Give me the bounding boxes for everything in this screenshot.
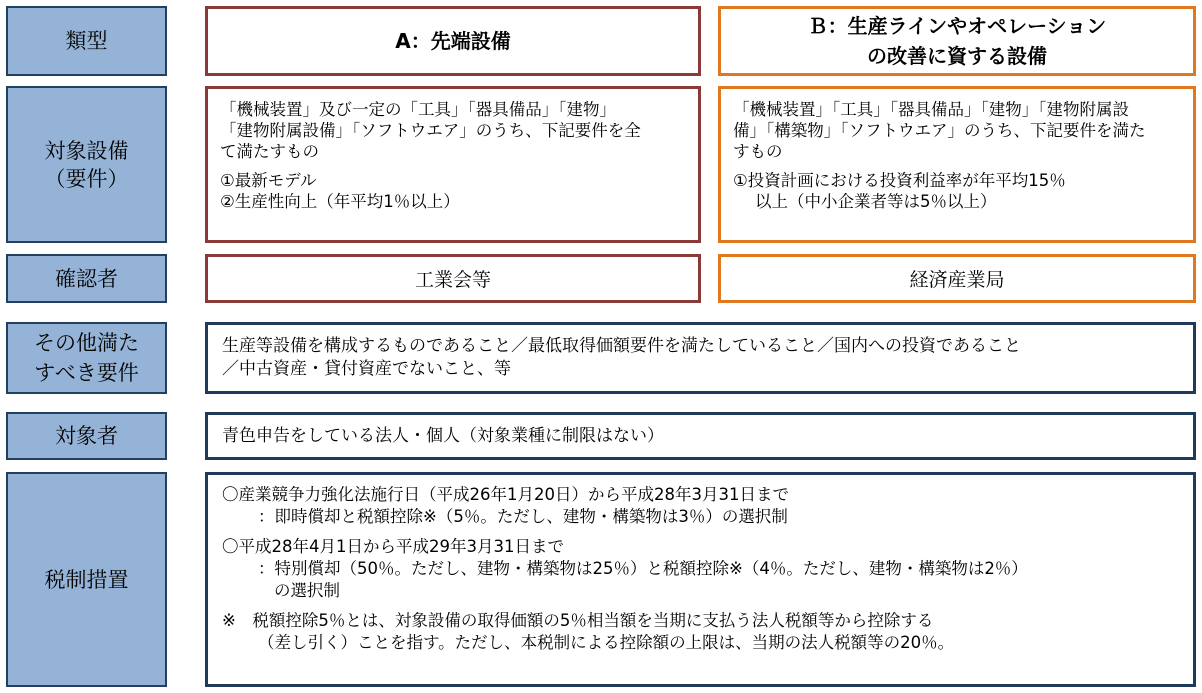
col-b-req-line1: 「機械装置」「工具」「器具備品」「建物」「建物附属設 bbox=[733, 100, 1129, 119]
col-a-header-text: A：先端設備 bbox=[395, 29, 511, 53]
col-b-req-line2: 備」「構築物」「ソフトウエア」のうち、下記要件を満た bbox=[733, 121, 1146, 140]
label-target-equipment-text: 対象設備 （要件） bbox=[44, 138, 129, 191]
col-b-confirmer-text: 経済産業局 bbox=[909, 269, 1005, 291]
col-a-req-line3: て満たすもの bbox=[220, 142, 319, 161]
label-target-equipment bbox=[6, 86, 167, 243]
label-eligible-text: 対象者 bbox=[55, 424, 118, 448]
tax-note2: （差し引く）ことを指す。ただし、本税制による控除額の上限は、当期の法人税額等の20％。 bbox=[258, 633, 955, 652]
col-a-confirmer bbox=[205, 254, 701, 303]
col-a-req-item1: ①最新モデル bbox=[220, 171, 317, 190]
label-other-requirements-text: その他満た すべき要件 bbox=[34, 331, 139, 385]
col-a-header bbox=[205, 6, 701, 76]
other-req-line1: 生産等設備を構成するものであること／最低取得価額要件を満たしていること／国内への投資であること bbox=[222, 336, 1021, 356]
label-type bbox=[6, 6, 167, 76]
tax-p2: 〇平成28年4月1日から平成29年3月31日まで bbox=[222, 537, 564, 556]
label-confirmer bbox=[6, 254, 167, 303]
tax-p1: 〇産業競争力強化法施行日（平成26年1月20日）から平成28年3月31日まで bbox=[222, 485, 789, 504]
col-b-req-item1: ①投資計画における投資利益率が年平均15％ bbox=[733, 171, 1066, 190]
label-type-text: 類型 bbox=[65, 29, 108, 53]
col-b-header-text: Ｂ：生産ラインやオペレーション の改善に資する設備 bbox=[807, 14, 1107, 68]
other-requirements-box bbox=[205, 322, 1196, 394]
other-req-line2: ／中古資産・貸付資産でないこと、等 bbox=[222, 359, 511, 379]
eligible-box bbox=[205, 412, 1196, 460]
col-b-header bbox=[718, 6, 1196, 76]
label-confirmer-text: 確認者 bbox=[55, 266, 118, 291]
col-b-req-line3: すもの bbox=[733, 142, 783, 161]
eligible-text: 青色申告をしている法人・個人（対象業種に制限はない） bbox=[222, 425, 664, 446]
label-other-requirements bbox=[6, 322, 167, 394]
col-a-confirmer-text: 工業会等 bbox=[414, 269, 491, 291]
col-a-requirements bbox=[205, 86, 701, 243]
tax-note1: ※ 税額控除5％とは、対象設備の取得価額の5％相当額を当期に支払う法人税額等から控除する bbox=[222, 611, 934, 630]
col-b-confirmer bbox=[718, 254, 1196, 303]
label-tax-measures-text: 税制措置 bbox=[44, 567, 129, 592]
col-b-req-item1-cont: 以上（中小企業者等は5％以上） bbox=[755, 192, 997, 211]
col-b-requirements bbox=[718, 86, 1196, 243]
tax-p2-detail1: ：特別償却（50％。ただし、建物・構築物は25％）と税額控除※（4％。ただし、建物・構築物は2％） bbox=[258, 559, 1028, 578]
tax-measures-box bbox=[205, 472, 1196, 687]
col-a-req-line1: 「機械装置」及び一定の「工具」「器具備品」「建物」 bbox=[220, 100, 616, 119]
col-a-req-item2: ②生産性向上（年平均1％以上） bbox=[220, 192, 460, 211]
label-eligible bbox=[6, 412, 167, 460]
col-a-req-line2: 「建物附属設備」「ソフトウエア」のうち、下記要件を全 bbox=[220, 121, 641, 140]
label-tax-measures bbox=[6, 472, 167, 687]
tax-p2-detail2: の選択制 bbox=[274, 581, 340, 600]
tax-p1-detail: ：即時償却と税額控除※（5％。ただし、建物・構築物は3％）の選択制 bbox=[258, 507, 788, 526]
